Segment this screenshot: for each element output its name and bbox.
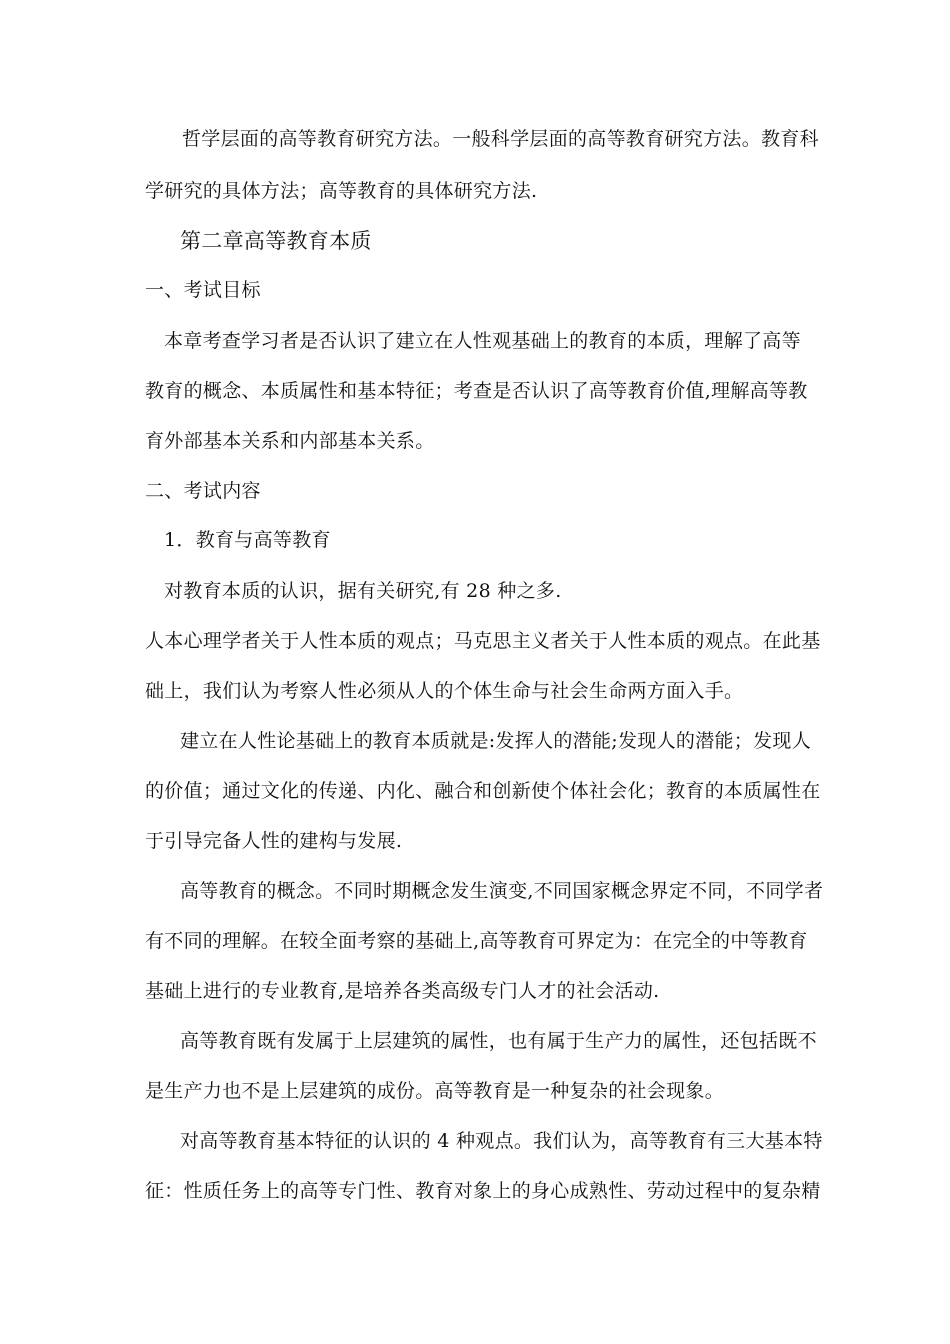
text-line-15: 于引导完备人性的建构与发展. [145, 830, 403, 852]
text-line-6: 教育的概念、本质属性和基本特征；考查是否认识了高等教育价值,理解高等教 [145, 380, 808, 402]
text-line-16: 高等教育的概念。不同时期概念发生演变,不同国家概念界定不同，不同学者 [180, 880, 824, 902]
text-line-7: 育外部基本关系和内部基本关系。 [145, 430, 435, 452]
text-line-11: 人本心理学者关于人性本质的观点；马克思主义者关于人性本质的观点。在此基 [145, 630, 821, 652]
text-line-19: 高等教育既有发属于上层建筑的属性，也有属于生产力的属性，还包括既不 [180, 1030, 817, 1052]
text-line-17: 有不同的理解。在较全面考察的基础上,高等教育可界定为：在完全的中等教育 [145, 930, 808, 952]
text-line-18: 基础上进行的专业教育,是培养各类高级专门人才的社会活动. [145, 980, 660, 1002]
text-line-13: 建立在人性论基础上的教育本质就是:发挥人的潜能;发现人的潜能；发现人 [180, 730, 812, 752]
text-line-10: 对教育本质的认识，据有关研究,有 28 种之多. [164, 580, 562, 602]
text-line-12: 础上，我们认为考察人性必须从人的个体生命与社会生命两方面入手。 [145, 680, 744, 702]
text-line-2: 学研究的具体方法；高等教育的具体研究方法. [145, 180, 538, 202]
text-line-21: 对高等教育基本特征的认识的 4 种观点。我们认为，高等教育有三大基本特 [180, 1130, 823, 1152]
chapter-heading: 第二章高等教育本质 [180, 229, 372, 253]
text-line-20: 是生产力也不是上层建筑的成份。高等教育是一种复杂的社会现象。 [145, 1080, 725, 1102]
text-line-5: 本章考查学习者是否认识了建立在人性观基础上的教育的本质，理解了高等 [164, 330, 801, 352]
subsection-heading: 1．教育与高等教育 [164, 529, 331, 551]
text-line-14: 的价值；通过文化的传递、内化、融合和创新使个体社会化；教育的本质属性在 [145, 780, 821, 802]
text-line-22: 征：性质任务上的高等专门性、教育对象上的身心成熟性、劳动过程中的复杂精 [145, 1180, 821, 1202]
section-heading-content: 二、考试内容 [145, 480, 261, 502]
section-heading-objectives: 一、考试目标 [145, 279, 261, 301]
text-line-1: 哲学层面的高等教育研究方法。一般科学层面的高等教育研究方法。教育科 [182, 128, 819, 150]
